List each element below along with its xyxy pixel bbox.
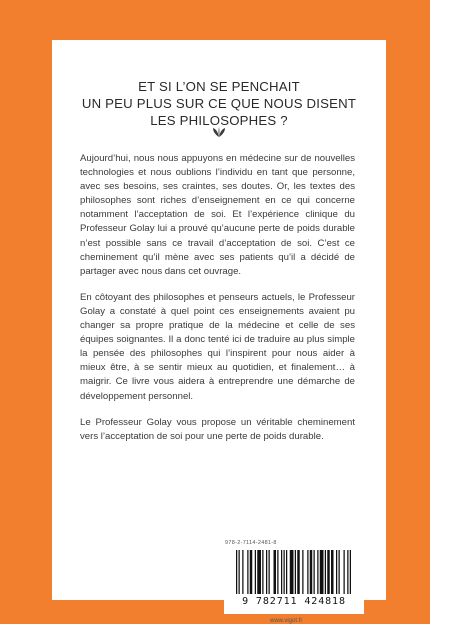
barcode-bar: [310, 550, 313, 594]
barcode-bar: [250, 550, 253, 594]
barcode-bar: [307, 550, 308, 594]
barcode-bar: [295, 550, 296, 594]
barcode-bar: [325, 550, 326, 594]
barcode-bar: [274, 550, 277, 594]
barcode-bar: [302, 550, 303, 594]
barcode: [224, 548, 364, 614]
barcode-digits: 9 782711 424818: [242, 596, 346, 607]
headline-line-3: LES PHILOSOPHES ?: [150, 113, 288, 128]
barcode-bar: [257, 550, 261, 594]
barcode-bar: [317, 550, 318, 594]
headline-line-1: ET SI L’ON SE PENCHAIT: [138, 79, 300, 94]
barcode-bar: [284, 550, 285, 594]
barcode-bar: [236, 550, 237, 594]
barcode-bar: [242, 550, 243, 594]
barcode-bar: [255, 550, 256, 594]
headline: [52, 78, 386, 129]
barcode-bar: [327, 550, 330, 594]
barcode-bar: [339, 550, 340, 594]
headline-line-2: UN PEU PLUS SUR CE QUE NOUS DISENT: [81, 96, 357, 111]
barcode-bar: [290, 550, 294, 594]
barcode-bar: [266, 550, 267, 594]
barcode-bars: [224, 548, 364, 596]
blurb-paragraph-3: Le Professeur Golay vous propose un véritable cheminement vers l’acceptation de soi pour une perte de poids durable.: [80, 416, 355, 442]
barcode-bar: [297, 550, 300, 594]
barcode-bar: [336, 550, 337, 594]
blurb-paragraph-2: En côtoyant des philosophes et penseurs actuels, le Professeur Golay a constaté à quel point ces enseignements avaient pu changer sa propre pratique de la médecine et celle de ses équipes soignantes. Il a donc tenté ici de traduire au plus simple la pensée des philosophes qui l’inspirent pour nous aider à mieux être, à se sentir mieux au quotidien, et finalement… à maigrir. Ce livre vous aidera à entreprendre une démarche de développement personnel.: [80, 291, 355, 402]
barcode-bar: [314, 550, 315, 594]
leaf-ornament-icon: [212, 126, 226, 138]
barcode-bar: [320, 550, 324, 594]
barcode-bar: [350, 550, 351, 594]
barcode-bar: [286, 550, 287, 594]
barcode-bar: [277, 550, 278, 594]
barcode-bar: [331, 550, 334, 594]
blurb-paragraph-1: Aujourd’hui, nous nous appuyons en médecine sur de nouvelles technologies et nous oublions l’individu en tant que personne, avec ses besoins, ses craintes, ses doutes. Or, les textes des philosophes sont riches d’enseignement en ce qui concerne notamment l’acceptation de soi. Et l’expérience clinique du Professeur Golay lui a prouvé qu’aucune perte de poids durable n’est possible sans ce travail d’acceptation de soi. C’est ce cheminement qu’il mène avec ses patients qu’il a décidé de partager avec nous dans cet ouvrage.: [80, 153, 355, 277]
barcode-bar: [239, 550, 240, 594]
barcode-bar: [281, 550, 282, 594]
blurb: [80, 152, 355, 456]
publisher-website: www.vigot.fr: [270, 618, 303, 624]
barcode-bar: [269, 550, 270, 594]
barcode-bar: [247, 550, 248, 594]
page-margin: [430, 0, 450, 624]
barcode-bar: [262, 550, 263, 594]
barcode-bar: [344, 550, 345, 594]
back-cover-panel: [52, 40, 386, 624]
barcode-bar: [347, 550, 348, 594]
isbn-label: 978-2-7114-2481-8: [225, 540, 277, 546]
